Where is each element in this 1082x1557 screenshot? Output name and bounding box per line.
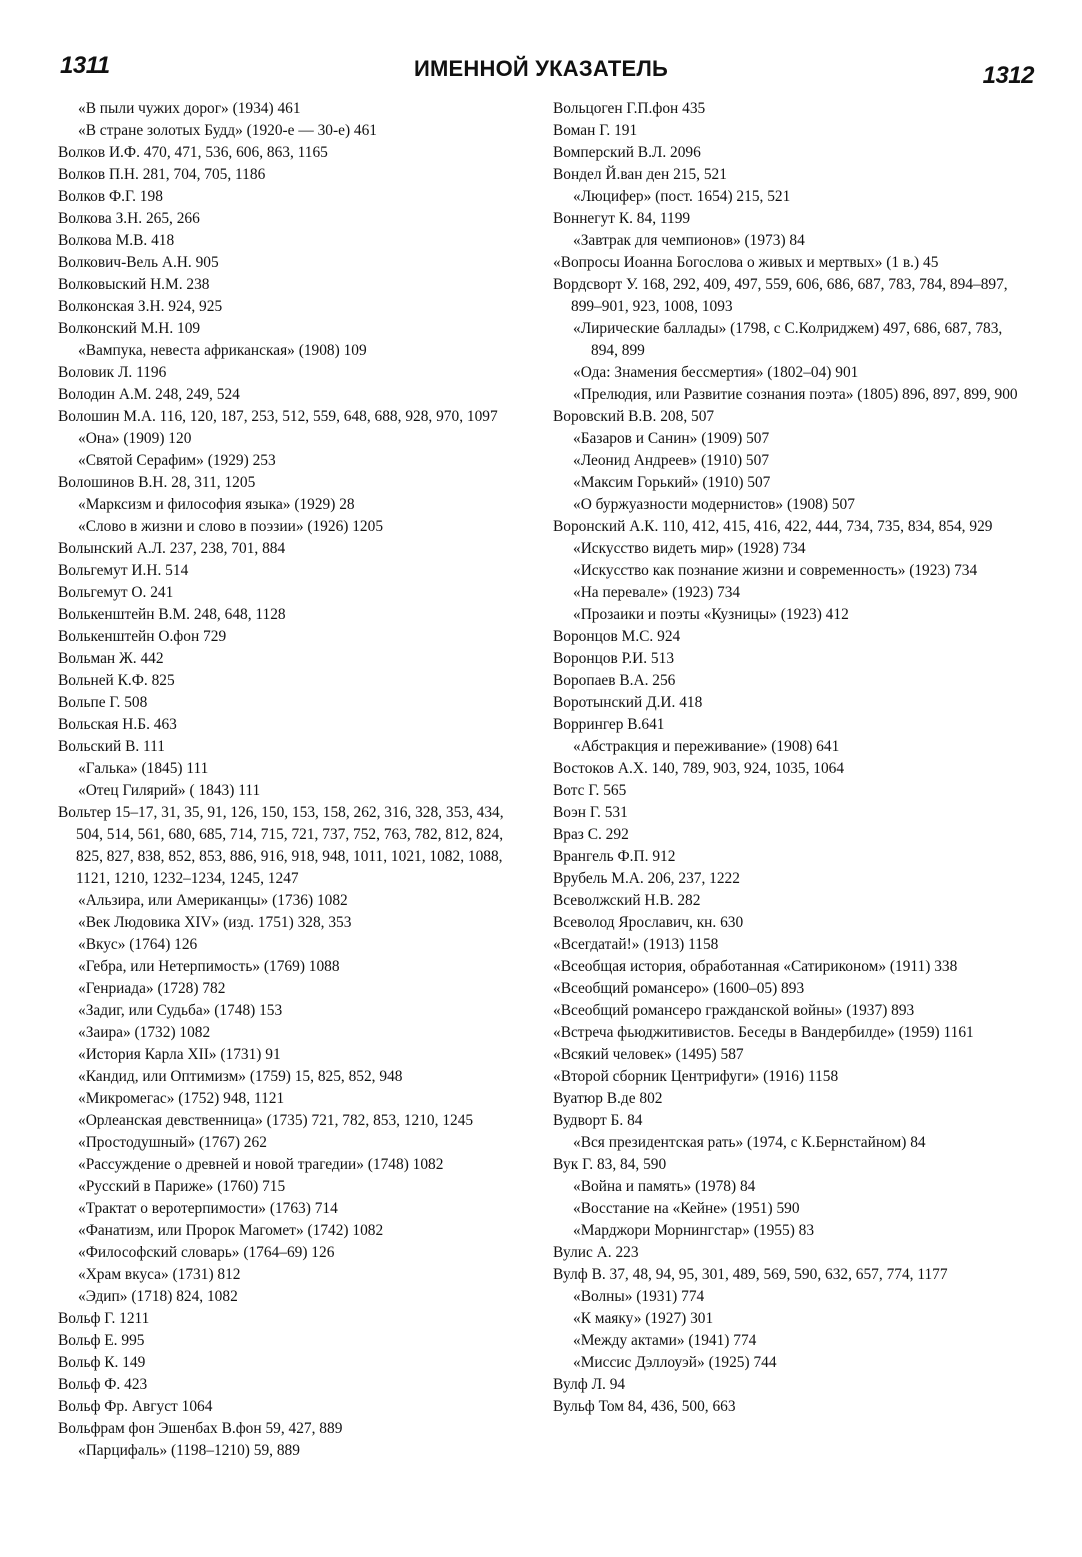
index-entry: Воловик Л. 1196 xyxy=(58,364,167,381)
index-entry: Вольф Фр. Август 1064 xyxy=(58,1398,213,1415)
index-subentry: «Гебра, или Нетерпимость» (1769) 1088 xyxy=(78,958,340,975)
index-column-right xyxy=(553,98,1031,1418)
index-entry: Вольман Ж. 442 xyxy=(58,650,164,667)
index-subentry: «Заира» (1732) 1082 xyxy=(78,1024,211,1041)
index-entry: Вольцоген Г.П.фон 435 xyxy=(553,100,706,117)
index-subentry: «Парцифаль» (1198–1210) 59, 889 xyxy=(78,1442,300,1459)
index-entry: Волкова М.В. 418 xyxy=(58,232,175,249)
index-entry: Волков Ф.Г. 198 xyxy=(58,188,163,205)
index-subentry: «Генриада» (1728) 782 xyxy=(78,980,226,997)
index-entry: Воман Г. 191 xyxy=(553,122,638,139)
index-column-left xyxy=(58,98,528,1462)
index-subentry: «Абстракция и переживание» (1908) 641 xyxy=(573,738,840,755)
index-entry: Вулф В. 37, 48, 94, 95, 301, 489, 569, 590, 632, 657, 774, 1177 xyxy=(553,1266,948,1283)
index-entry: Воронский А.К. 110, 412, 415, 416, 422, 444, 734, 735, 834, 854, 929 xyxy=(553,518,993,535)
index-subentry: «Простодушный» (1767) 262 xyxy=(78,1134,267,1151)
page-header xyxy=(0,52,1082,92)
index-entry: Вольский В. 111 xyxy=(58,738,165,755)
index-subentry: «Она» (1909) 120 xyxy=(78,430,192,447)
index-subentry: «В стране золотых Будд» (1920-е — 30-е) 461 xyxy=(78,122,377,139)
index-subentry: «Кандид, или Оптимизм» (1759) 15, 825, 852, 948 xyxy=(78,1068,403,1085)
index-entry: «Всеобщая история, обработанная «Сатириконом» (1911) 338 xyxy=(553,958,958,975)
index-subentry: «В пыли чужих дорог» (1934) 461 xyxy=(78,100,301,117)
index-subentry: «Фанатизм, или Пророк Магомет» (1742) 1082 xyxy=(78,1222,384,1239)
index-entry: Вольф Ф. 423 xyxy=(58,1376,148,1393)
index-entry: Волошинов В.Н. 28, 311, 1205 xyxy=(58,474,256,491)
index-subentry: «Леонид Андреев» (1910) 507 xyxy=(573,452,770,469)
index-subentry: «Альзира, или Американцы» (1736) 1082 xyxy=(78,892,348,909)
index-entry: «Всеобщий романсеро» (1600–05) 893 xyxy=(553,980,805,997)
index-entry: Вольская Н.Б. 463 xyxy=(58,716,177,733)
index-subentry: «Базаров и Санин» (1909) 507 xyxy=(573,430,770,447)
index-subentry: «Задиг, или Судьба» (1748) 153 xyxy=(78,1002,283,1019)
index-subentry: «Искусство как познание жизни и современность» (1923) 734 xyxy=(573,562,978,579)
index-entry: Волконская З.Н. 924, 925 xyxy=(58,298,223,315)
index-entry: Всеволжский Н.В. 282 xyxy=(553,892,701,909)
index-entry: Вольгемут О. 241 xyxy=(58,584,174,601)
index-subentry: «Волны» (1931) 774 xyxy=(573,1288,705,1305)
index-subentry: «Век Людовика XIV» (изд. 1751) 328, 353 xyxy=(78,914,352,931)
index-subentry: «Лирические баллады» (1798, с С.Колриджем) 497, 686, 687, 783, 894, 899 xyxy=(573,320,1003,359)
index-subentry: «Святой Серафим» (1929) 253 xyxy=(78,452,276,469)
index-entry: Вольф К. 149 xyxy=(58,1354,146,1371)
index-entry: Волконский М.Н. 109 xyxy=(58,320,201,337)
index-subentry: «Микромегас» (1752) 948, 1121 xyxy=(78,1090,285,1107)
page-title: ИМЕННОЙ УКАЗАТЕЛЬ xyxy=(414,56,668,81)
index-subentry: «Между актами» (1941) 774 xyxy=(573,1332,757,1349)
page-number-right: 1312 xyxy=(982,62,1034,89)
index-entry: «Встреча фьюджитивистов. Беседы в Вандербилде» (1959) 1161 xyxy=(553,1024,974,1041)
index-entry: Волькенштейн О.фон 729 xyxy=(58,628,227,645)
index-subentry: «Ода: Знамения бессмертия» (1802–04) 901 xyxy=(573,364,859,381)
index-subentry: «Трактат о веротерпимости» (1763) 714 xyxy=(78,1200,338,1217)
index-entry: Вольф Е. 995 xyxy=(58,1332,145,1349)
index-entry: Воропаев В.А. 256 xyxy=(553,672,676,689)
index-subentry: «Люцифер» (пост. 1654) 215, 521 xyxy=(573,188,791,205)
index-subentry: «Искусство видеть мир» (1928) 734 xyxy=(573,540,806,557)
index-subentry: «Прозаики и поэты «Кузницы» (1923) 412 xyxy=(573,606,849,623)
index-entry: Всеволод Ярославич, кн. 630 xyxy=(553,914,744,931)
index-entry: Воннегут К. 84, 1199 xyxy=(553,210,691,227)
index-entry: Волковыский Н.М. 238 xyxy=(58,276,210,293)
index-entry: Вудворт Б. 84 xyxy=(553,1112,643,1129)
index-entry: Востоков А.Х. 140, 789, 903, 924, 1035, 1064 xyxy=(553,760,845,777)
index-subentry: «На перевале» (1923) 734 xyxy=(573,584,741,601)
page-number-left: 1311 xyxy=(60,52,110,79)
index-subentry: «Орлеанская девственница» (1735) 721, 782, 853, 1210, 1245 xyxy=(78,1112,474,1129)
index-subentry: «Марджори Морнингстар» (1955) 83 xyxy=(573,1222,815,1239)
index-entry: Враз С. 292 xyxy=(553,826,629,843)
index-subentry: «Марксизм и философия языка» (1929) 28 xyxy=(78,496,355,513)
index-entry: Волынский А.Л. 237, 238, 701, 884 xyxy=(58,540,286,557)
index-entry: Вондел Й.ван ден 215, 521 xyxy=(553,166,727,183)
index-subentry: «История Карла XII» (1731) 91 xyxy=(78,1046,281,1063)
index-entry: Воровский В.В. 208, 507 xyxy=(553,408,715,425)
index-entry: Вульф Том 84, 436, 500, 663 xyxy=(553,1398,736,1415)
index-entry: Волкова З.Н. 265, 266 xyxy=(58,210,200,227)
index-entry: Вомперский В.Л. 2096 xyxy=(553,144,701,161)
index-subentry: «Рассуждение о древней и новой трагедии» (1748) 1082 xyxy=(78,1156,444,1173)
index-subentry: «Отец Гилярий» ( 1843) 111 xyxy=(78,782,261,799)
index-entry: Воэн Г. 531 xyxy=(553,804,628,821)
index-subentry: «Максим Горький» (1910) 507 xyxy=(573,474,771,491)
index-entry: Вотс Г. 565 xyxy=(553,782,627,799)
index-entry: Володин А.М. 248, 249, 524 xyxy=(58,386,240,403)
index-subentry: «Восстание на «Кейне» (1951) 590 xyxy=(573,1200,800,1217)
index-entry: Вук Г. 83, 84, 590 xyxy=(553,1156,667,1173)
index-subentry: «Храм вкуса» (1731) 812 xyxy=(78,1266,241,1283)
index-subentry: «Миссис Дэллоуэй» (1925) 744 xyxy=(573,1354,777,1371)
index-entry: Вольпе Г. 508 xyxy=(58,694,148,711)
index-subentry: «Вампука, невеста африканская» (1908) 109 xyxy=(78,342,367,359)
index-entry: Воррингер В.641 xyxy=(553,716,665,733)
index-entry: Вуатюр В.де 802 xyxy=(553,1090,663,1107)
index-entry: Вулис А. 223 xyxy=(553,1244,639,1261)
index-entry: Врубель М.А. 206, 237, 1222 xyxy=(553,870,740,887)
index-entry: Вольней К.Ф. 825 xyxy=(58,672,175,689)
index-entry: Волошин М.А. 116, 120, 187, 253, 512, 559, 648, 688, 928, 970, 1097 xyxy=(58,408,498,425)
index-subentry: «К маяку» (1927) 301 xyxy=(573,1310,714,1327)
index-entry: Волков П.Н. 281, 704, 705, 1186 xyxy=(58,166,266,183)
index-entry: «Всякий человек» (1495) 587 xyxy=(553,1046,744,1063)
index-entry: Врангель Ф.П. 912 xyxy=(553,848,676,865)
index-entry: «Всегдатай!» (1913) 1158 xyxy=(553,936,719,953)
index-entry: «Всеобщий романсеро гражданской войны» (1937) 893 xyxy=(553,1002,915,1019)
index-entry: Воронцов Р.И. 513 xyxy=(553,650,675,667)
index-entry: Волкович-Вель А.Н. 905 xyxy=(58,254,219,271)
index-subentry: «Философский словарь» (1764–69) 126 xyxy=(78,1244,335,1261)
index-subentry: «Галька» (1845) 111 xyxy=(78,760,209,777)
index-entry: Вольгемут И.Н. 514 xyxy=(58,562,189,579)
index-entry: Волькенштейн В.М. 248, 648, 1128 xyxy=(58,606,286,623)
index-entry: Вольф Г. 1211 xyxy=(58,1310,150,1327)
index-entry: «Второй сборник Центрифуги» (1916) 1158 xyxy=(553,1068,839,1085)
index-subentry: «Прелюдия, или Развитие сознания поэта» (1805) 896, 897, 899, 900 xyxy=(573,386,1018,403)
index-entry: Вулф Л. 94 xyxy=(553,1376,626,1393)
index-subentry: «Русский в Париже» (1760) 715 xyxy=(78,1178,286,1195)
index-subentry: «Завтрак для чемпионов» (1973) 84 xyxy=(573,232,805,249)
index-subentry: «О буржуазности модернистов» (1908) 507 xyxy=(573,496,855,513)
index-entry: Вольфрам фон Эшенбах В.фон 59, 427, 889 xyxy=(58,1420,343,1437)
index-entry: Вольтер 15–17, 31, 35, 91, 126, 150, 153, 158, 262, 316, 328, 353, 434, 504, 514, 561, 680, 685, 714, 715, 721, 737, 752, 763, 782, 812, 824, 825, 827, 838, 852, 853, 886, 916, 918, 948, 1011, 1021, 1082, 1088, 1121, 1210, 1232–1234, 1245, 1247 xyxy=(58,804,504,887)
index-subentry: «Вся президентская рать» (1974, с К.Бернстайном) 84 xyxy=(573,1134,926,1151)
index-entry: Воротынский Д.И. 418 xyxy=(553,694,703,711)
index-entry: Воронцов М.С. 924 xyxy=(553,628,681,645)
index-entry: Волков И.Ф. 470, 471, 536, 606, 863, 1165 xyxy=(58,144,328,161)
index-subentry: «Эдип» (1718) 824, 1082 xyxy=(78,1288,238,1305)
index-subentry: «Вкус» (1764) 126 xyxy=(78,936,198,953)
index-subentry: «Слово в жизни и слово в поэзии» (1926) 1205 xyxy=(78,518,384,535)
index-entry: «Вопросы Иоанна Богослова о живых и мертвых» (1 в.) 45 xyxy=(553,254,939,271)
index-entry: Вордсворт У. 168, 292, 409, 497, 559, 606, 686, 687, 783, 784, 894–897, 899–901, 923, 1008, 1093 xyxy=(553,276,1008,315)
index-subentry: «Война и память» (1978) 84 xyxy=(573,1178,756,1195)
